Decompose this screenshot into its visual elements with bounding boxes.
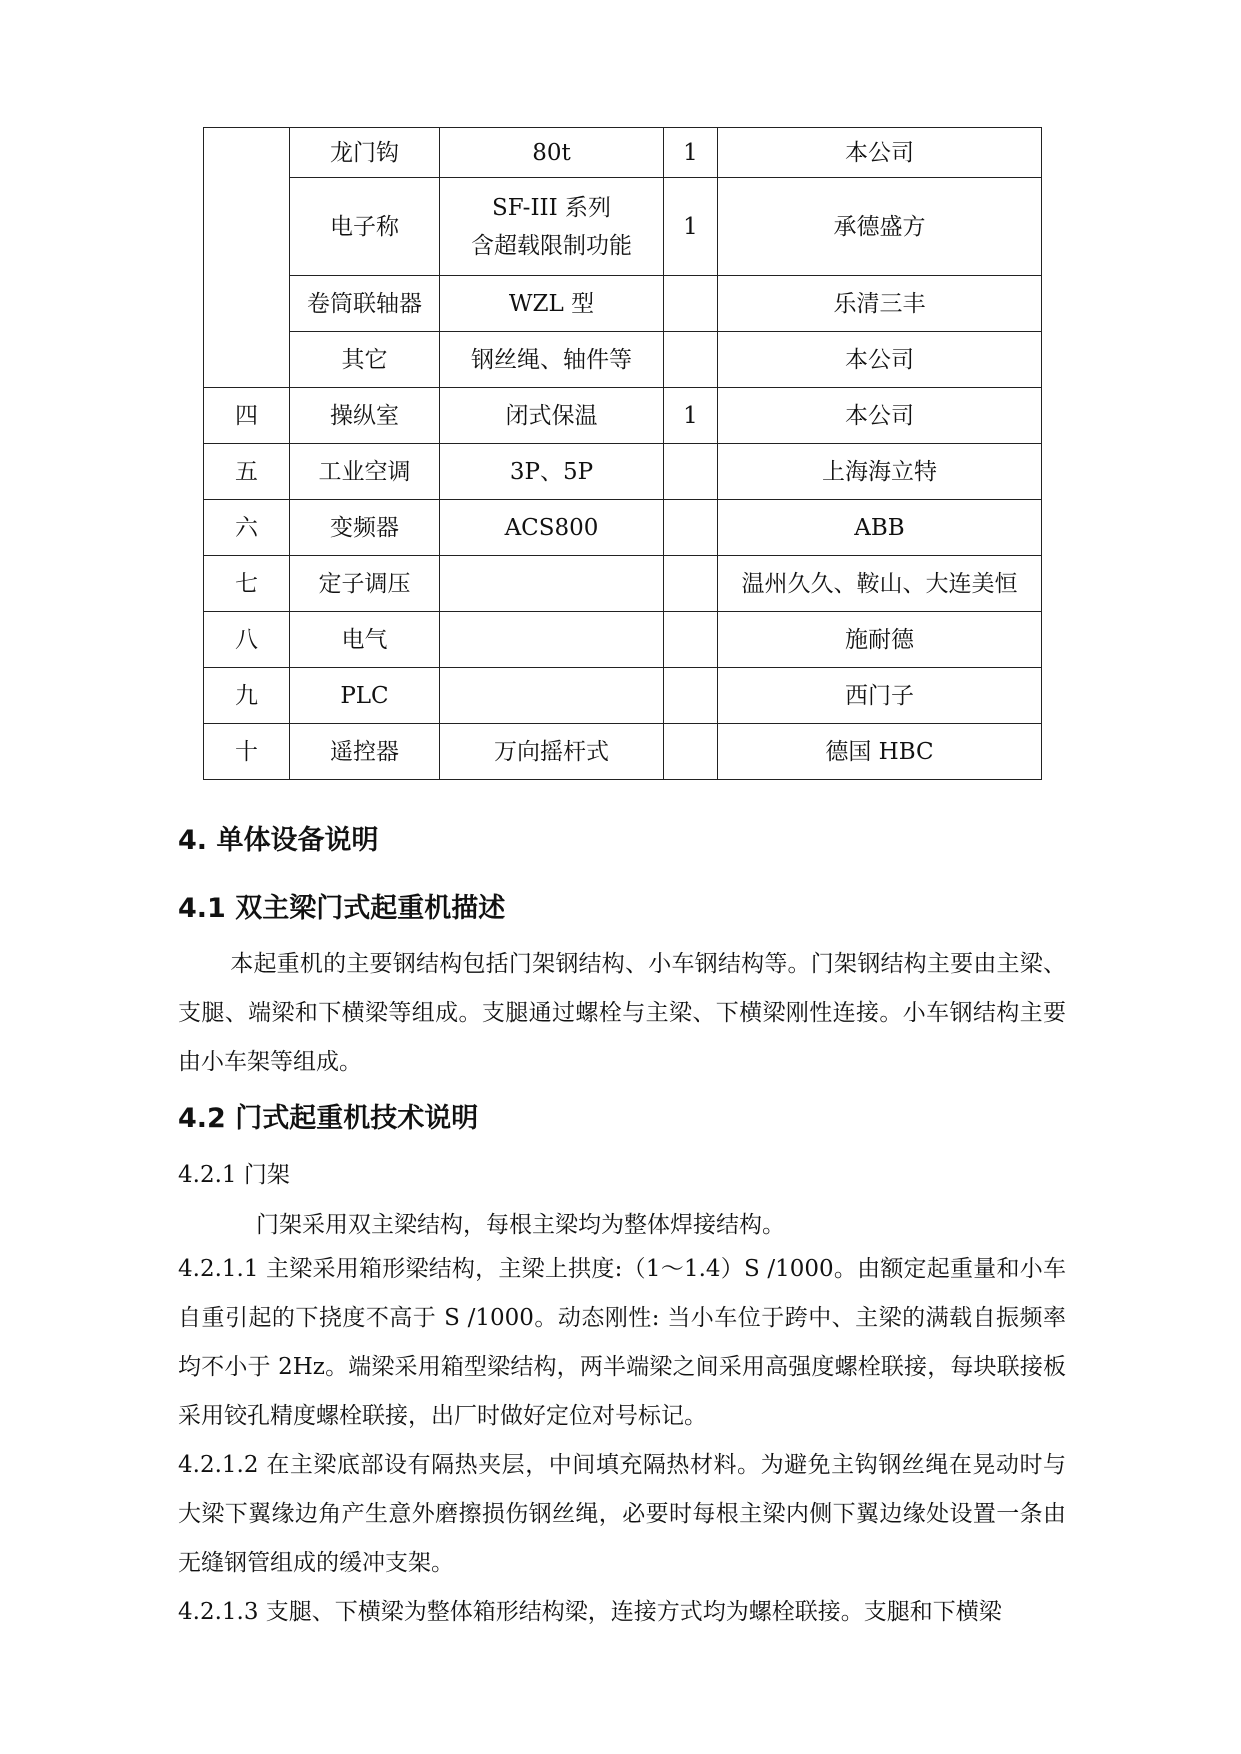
table-row — [204, 178, 1042, 276]
paragraph — [178, 940, 1066, 1087]
cell-no: 十 — [204, 724, 290, 780]
table-row — [204, 724, 1042, 780]
subsubsection-heading: 4.2.1 门架 — [178, 1162, 290, 1188]
cell-spec — [440, 556, 664, 612]
cell-qty — [664, 612, 718, 668]
cell-spec: ACS800 — [440, 500, 664, 556]
cell-no: 六 — [204, 500, 290, 556]
paragraph: 门架采用双主梁结构，每根主梁均为整体焊接结构。 — [256, 1212, 785, 1238]
cell-maker: 德国 HBC — [718, 724, 1042, 780]
cell-maker: ABB — [718, 500, 1042, 556]
subsection-heading: 4.2 门式起重机技术说明 — [178, 1103, 479, 1134]
cell-no: 七 — [204, 556, 290, 612]
cell-maker: 承德盛方 — [718, 178, 1042, 276]
cell-name: 定子调压 — [290, 556, 440, 612]
cell-spec-line: SF-III 系列 — [491, 194, 612, 221]
table-row — [204, 556, 1042, 612]
cell-name: 其它 — [290, 332, 440, 388]
cell-name: PLC — [290, 668, 440, 724]
table-row — [204, 444, 1042, 500]
cell-spec — [440, 668, 664, 724]
cell-spec: 80t — [440, 128, 664, 178]
cell-name: 卷筒联轴器 — [290, 276, 440, 332]
cell-name: 电子称 — [290, 178, 440, 276]
cell-spec-line: 含超载限制功能 — [471, 232, 632, 259]
paragraph-text: 本起重机的主要钢结构包括门架钢结构、小车钢结构等。门架钢结构主要由主梁、支腿、端梁和下横梁等组成。支腿通过螺栓与主梁、下横梁刚性连接。小车钢结构主要由小车架等组成。 — [178, 951, 1066, 1075]
cell-maker: 乐清三丰 — [718, 276, 1042, 332]
equipment-table — [203, 127, 1042, 780]
paragraph: 4.2.1.1 主梁采用箱形梁结构，主梁上拱度:（1～1.4）S /1000。由额定起重量和小车自重引起的下挠度不高于 S /1000。动态刚性: 当小车位于跨中、主梁的满载自振频率均不小于 2Hz。端梁采用箱型梁结构，两半端梁之间采用高强度螺栓联接，每块联接板采用铰孔精度螺栓联接，出厂时做好定位对号标记。 — [178, 1256, 1066, 1429]
cell-spec — [440, 178, 664, 276]
table-row — [204, 612, 1042, 668]
paragraph: 4.2.1.3 支腿、下横梁为整体箱形结构梁，连接方式均为螺栓联接。支腿和下横梁 — [178, 1599, 1002, 1625]
cell-name: 龙门钩 — [290, 128, 440, 178]
cell-maker: 本公司 — [718, 128, 1042, 178]
paragraph: 4.2.1.2 在主梁底部设有隔热夹层，中间填充隔热材料。为避免主钩钢丝绳在晃动时与大梁下翼缘边角产生意外磨擦损伤钢丝绳，必要时每根主梁内侧下翼边缘处设置一条由无缝钢管组成的缓冲支架。 — [178, 1452, 1066, 1576]
table-row — [204, 500, 1042, 556]
cell-no: 九 — [204, 668, 290, 724]
table-row — [204, 128, 1042, 178]
cell-maker: 上海海立特 — [718, 444, 1042, 500]
cell-qty — [664, 276, 718, 332]
cell-spec: 万向摇杆式 — [440, 724, 664, 780]
cell-no: 八 — [204, 612, 290, 668]
cell-no — [204, 128, 290, 388]
cell-maker: 温州久久、鞍山、大连美恒 — [718, 556, 1042, 612]
cell-maker: 本公司 — [718, 388, 1042, 444]
cell-name: 操纵室 — [290, 388, 440, 444]
cell-qty — [664, 500, 718, 556]
cell-qty: 1 — [664, 128, 718, 178]
section-heading: 4. 单体设备说明 — [178, 825, 379, 856]
cell-no: 四 — [204, 388, 290, 444]
cell-qty — [664, 668, 718, 724]
cell-maker: 施耐德 — [718, 612, 1042, 668]
cell-qty — [664, 444, 718, 500]
cell-spec — [440, 612, 664, 668]
cell-name: 工业空调 — [290, 444, 440, 500]
cell-name: 变频器 — [290, 500, 440, 556]
cell-qty — [664, 724, 718, 780]
cell-qty: 1 — [664, 388, 718, 444]
cell-maker: 本公司 — [718, 332, 1042, 388]
table-row — [204, 388, 1042, 444]
cell-no: 五 — [204, 444, 290, 500]
subsection-heading: 4.1 双主梁门式起重机描述 — [178, 893, 506, 924]
table-row — [204, 276, 1042, 332]
cell-spec: 闭式保温 — [440, 388, 664, 444]
cell-name: 遥控器 — [290, 724, 440, 780]
table-row — [204, 668, 1042, 724]
cell-name: 电气 — [290, 612, 440, 668]
cell-maker: 西门子 — [718, 668, 1042, 724]
cell-spec: WZL 型 — [440, 276, 664, 332]
cell-spec: 钢丝绳、轴件等 — [440, 332, 664, 388]
cell-qty: 1 — [664, 178, 718, 276]
cell-qty — [664, 332, 718, 388]
cell-spec: 3P、5P — [440, 444, 664, 500]
cell-qty — [664, 556, 718, 612]
table-row — [204, 332, 1042, 388]
